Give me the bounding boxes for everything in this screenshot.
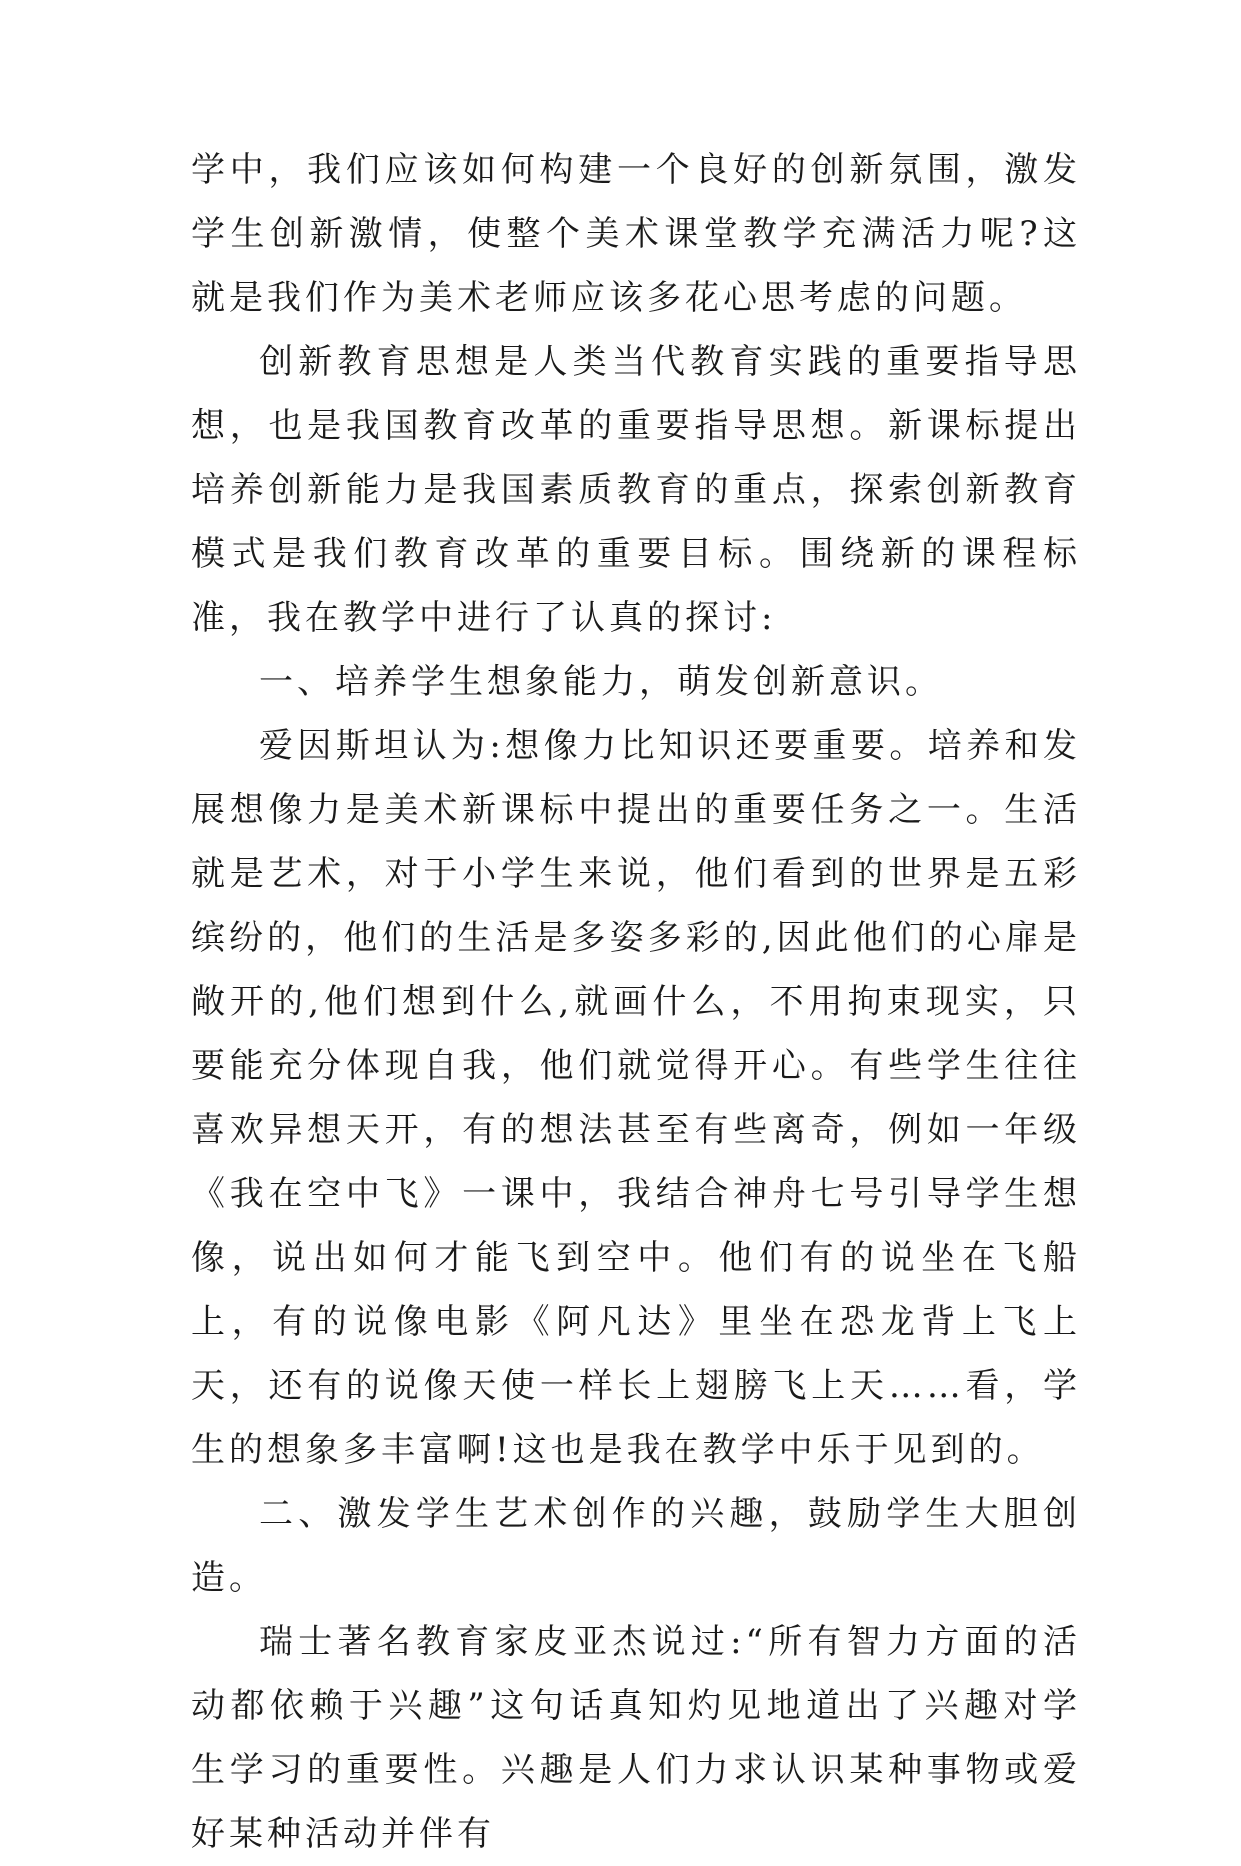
paragraph-interest: 瑞士著名教育家皮亚杰说过:“所有智力方面的活动都依赖于兴趣”这句话真知灼见地道出了兴趣对学生学习的重要性。兴趣是人们力求认识某种事物或爱好某种活动并伴有: [191, 1622, 1081, 1854]
section-heading-2: 二、激发学生艺术创作的兴趣，鼓励学生大胆创造。: [191, 1494, 1081, 1598]
document-body: [191, 138, 1081, 1866]
section-heading-1: 一、培养学生想象能力，萌发创新意识。: [259, 662, 943, 702]
paragraph-imagination: 爱因斯坦认为:想像力比知识还要重要。培养和发展想像力是美术新课标中提出的重要任务之一。生活就是艺术，对于小学生来说，他们看到的世界是五彩缤纷的，他们的生活是多姿多彩的,因此他们的心扉是敞开的,他们想到什么,就画什么，不用拘束现实，只要能充分体现自我，他们就觉得开心。有些学生往往喜欢异想天开，有的想法甚至有些离奇，例如一年级《我在空中飞》一课中，我结合神舟七号引导学生想像，说出如何才能飞到空中。他们有的说坐在飞船上，有的说像电影《阿凡达》里坐在恐龙背上飞上天，还有的说像天使一样长上翅膀飞上天……看，学生的想象多丰富啊!这也是我在教学中乐于见到的。: [191, 726, 1081, 1470]
paragraph-continuation: 学中，我们应该如何构建一个良好的创新氛围，激发学生创新激情，使整个美术课堂教学充满活力呢?这就是我们作为美术老师应该多花心思考虑的问题。: [191, 150, 1081, 318]
paragraph-innovation-education: 创新教育思想是人类当代教育实践的重要指导思想，也是我国教育改革的重要指导思想。新课标提出培养创新能力是我国素质教育的重点，探索创新教育模式是我们教育改革的重要目标。围绕新的课程标准，我在教学中进行了认真的探讨:: [191, 342, 1081, 638]
